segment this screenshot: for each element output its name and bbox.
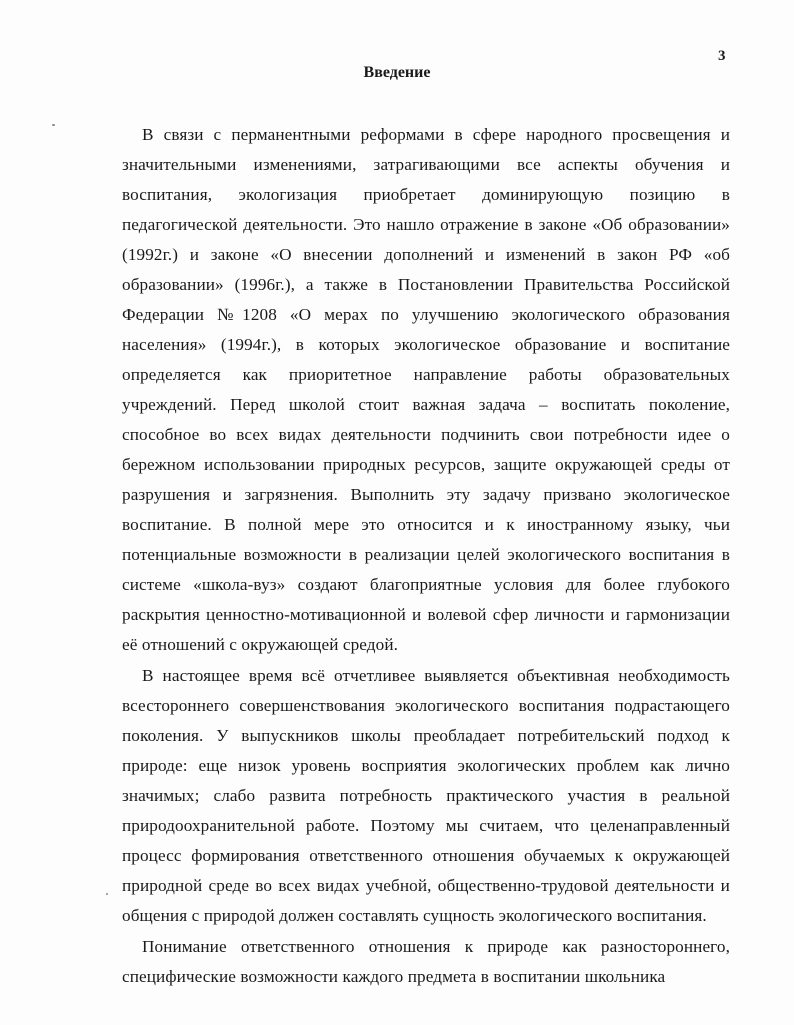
paragraph-2: В настоящее время всё отчетливее выявляется объективная необходимость всестороннего совершенствования экологического воспитания подрастающего поколения. У выпускников школы преобладает потребительский подход к природе: еще низок уровень восприятия экологических проблем как лично значимых; слабо развита потребность практического участия в реальной природоохранительной работе. Поэтому мы считаем, что целенаправленный процесс формирования ответственного отношения обучаемых к окружающей природной среде во всех видах учебной, общественно-трудовой деятельности и общения с природой должен составлять сущность экологического воспитания. <box>122 666 730 925</box>
paragraph-3: Понимание ответственного отношения к природе как разностороннего, специфические возможности каждого предмета в воспитании школьника <box>122 937 730 986</box>
paragraph-1: В связи с перманентными реформами в сфере народного просвещения и значительными изменениями, затрагивающими все аспекты обучения и воспитания, экологизация приобретает доминирующую позицию в педагогической деятельности. Это нашло отражение в законе «Об образовании» (1992г.) и законе «О внесении дополнений и изменений в закон РФ «об образовании» (1996г.), а также в Постановлении Правительства Российской Федерации №1208 «О мерах по улучшению экологического образования населения» (1994г.), в которых экологическое образование и воспитание определяется как приоритетное направление работы образовательных учреждений. Перед школой стоит важная задача – воспитать поколение, способное во всех видах деятельности подчинить свои потребности идее о бережном использовании природных ресурсов, защите окружающей среды от разрушения и загрязнения. Выполнить эту задачу призвано экологическое воспитание. В полной мере это относится и к иностранному языку, чьи потенциальные возможности в реализации целей экологического воспитания в системе «школа-вуз» создают благоприятные условия для более глубокого раскрытия ценностно-мотивационной и волевой сфер личности и гармонизации её отношений с окружающей средой. <box>122 125 730 654</box>
page-heading: Введение <box>363 64 431 81</box>
scan-speck <box>52 124 55 126</box>
body-text <box>122 120 730 992</box>
page-number: 3 <box>718 48 726 64</box>
scan-speck <box>106 893 108 895</box>
